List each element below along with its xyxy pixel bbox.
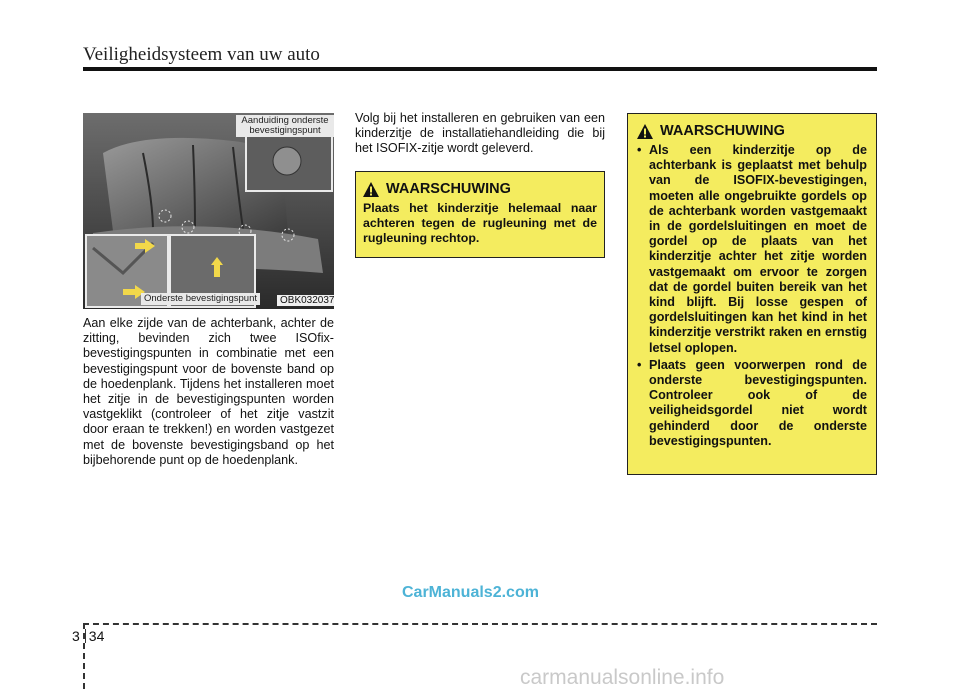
figure-label-lower-anchor: Onderste bevestigingspunt [141, 293, 260, 305]
warning-list-item: • Als een kinderzitje op de achterbank is geplaatst met behulp van de ISOFIX-bevestigingen, moeten alle ongebruikte gordels op de achterbank worden vastgemaakt in de gordelsluitingen en moet de gordel op de plaats van het kinderzitje achter het zitje worden vastgemaakt om ervoor te zorgen dat de gordel buiten bereik van het kind blijft. Bij losse gespen of gordelsluitingen kan het kind in het kinderzitje verstrikt raken en ernstig letsel oplopen. [637, 143, 867, 355]
page-number-separator [85, 629, 86, 643]
warning-box-backrest [355, 171, 605, 258]
warning-title: WAARSCHUWING [386, 181, 511, 197]
warning-triangle-icon [637, 124, 653, 139]
warning-text: Plaats het kinderzitje helemaal naar achteren tegen de rugleuning met de rugleuning rechtop. [363, 201, 597, 245]
warning-box-isofix [627, 113, 877, 475]
rear-seat-illustration [83, 113, 334, 309]
warning-list [637, 143, 867, 449]
page-number [72, 628, 104, 644]
warning-list-item: • Plaats geen voorwerpen rond de onderste bevestigingspunten. Controleer ook of de veiligheidsgordel niet wordt gehinderd door de onderste bevestigingspunten. [637, 357, 867, 448]
warning-title: WAARSCHUWING [660, 123, 785, 139]
page-header-title: Veiligheidsysteem van uw auto [83, 44, 320, 65]
header-rule [83, 67, 877, 71]
watermark-link[interactable]: CarManuals2.com [402, 584, 539, 601]
isofix-description: Aan elke zijde van de achterbank, achter de zitting, bevinden zich twee ISOfix-bevestigingspunten in combinatie met een bevestigingspunt voor de bovenste band op de hoedenplank. Tijdens het installeren moet het zitje in de bevestigingspunten worden vastgeklikt (controleer of het zitje vastzit door eraan te trekken!) en worden vastgezet met de bovenste bevestigingsband op het bijbehorende punt op de hoedenplank. [83, 316, 334, 467]
figure-label-upper-anchor-marker: Aanduiding onderste bevestigingspunt [236, 115, 334, 137]
page-number-value: 34 [88, 628, 105, 644]
chapter-number: 3 [72, 628, 80, 644]
site-watermark: carmanualsonline.info [520, 666, 725, 689]
figure-code: OBK032037 [277, 295, 334, 306]
installation-instruction: Volg bij het installeren en gebruiken van een kinderzitje de installatiehandleiding die bij het ISOFIX-zitje wordt geleverd. [355, 111, 605, 156]
warning-triangle-icon [363, 182, 379, 197]
isofix-figure [83, 113, 334, 309]
footer-rule [83, 623, 877, 625]
